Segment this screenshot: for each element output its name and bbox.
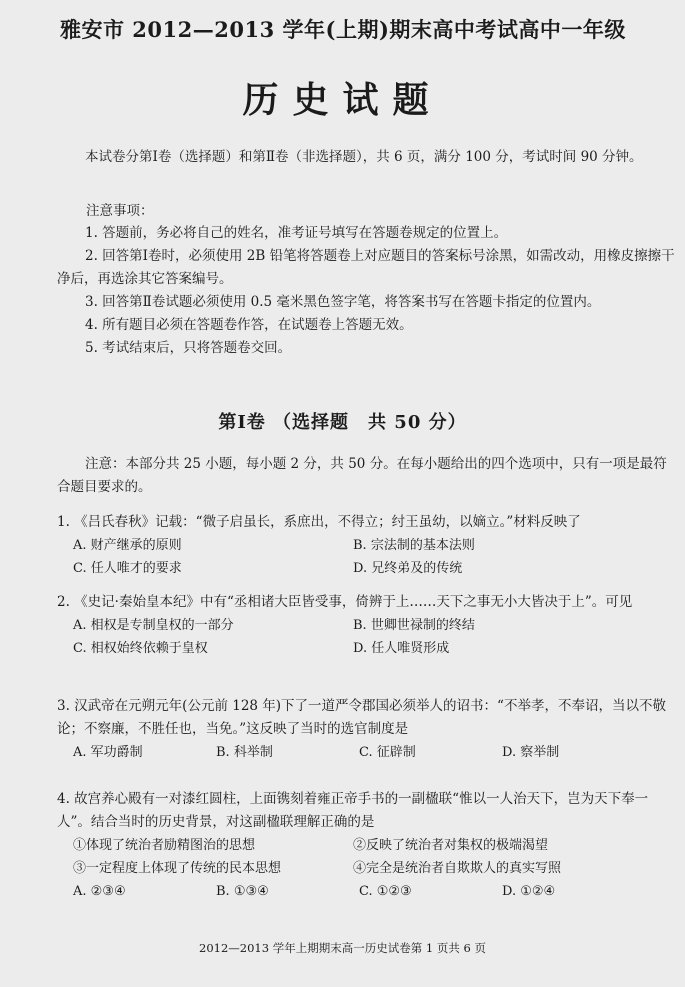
note-item: 5. 考试结束后，只将答题卷交回。 <box>85 340 292 356</box>
option-d: D. 任人唯贤形成 <box>353 641 450 656</box>
option-b: B. 世卿世禄制的终结 <box>353 618 475 633</box>
options <box>73 741 677 764</box>
statement-1: ①体现了统治者励精图治的思想 <box>73 838 256 853</box>
options <box>73 614 677 660</box>
statement-2: ②反映了统治者对集权的极端渴望 <box>353 838 549 853</box>
statement-3: ③一定程度上体现了传统的民本思想 <box>73 861 282 876</box>
option-a: A. 军功爵制 <box>73 745 143 760</box>
option-b: B. 宗法制的基本法则 <box>353 538 475 553</box>
exam-name: 雅安市 2012—2013 学年(上期)期末高中考试高中一年级 <box>60 17 626 42</box>
option-d: D. ①②④ <box>502 884 556 899</box>
option-c: C. 征辟制 <box>359 745 416 760</box>
section-heading: 第Ⅰ卷 （选择题 共 50 分） <box>218 412 467 433</box>
notes-title: 注意事项： <box>86 203 154 219</box>
note-item: 3. 回答第Ⅱ卷试题必须使用 0.5 毫米黑色签字笔，将答案书写在答题卡指定的位置内。 <box>85 294 601 310</box>
options <box>73 534 677 580</box>
option-a: A. 财产继承的原则 <box>73 538 182 553</box>
question-stem: 4. 故宫养心殿有一对漆红圆柱，上面镌刻着雍正帝手书的一副楹联“惟以一人治天下，岂为天下奉一人”。结合当时的历史背景，对这副楹联理解正确的是 <box>57 791 649 830</box>
option-c: C. 任人唯才的要求 <box>73 561 182 576</box>
note-item: 1. 答题前，务必将自己的姓名，准考证号填写在答题卷规定的位置上。 <box>85 225 508 241</box>
question-stem: 2. 《史记·秦始皇本纪》中有“丞相诸大臣皆受事，倚辨于上……天下之事无小大皆决于上”。可见 <box>57 594 633 610</box>
question-4 <box>57 788 677 903</box>
option-d: D. 兄终弟及的传统 <box>353 561 463 576</box>
note-item: 2. 回答第Ⅰ卷时，必须使用 2B 铅笔将答题卷上对应题目的答案标号涂黑，如需改动，用橡皮擦擦干净后，再选涂其它答案编号。 <box>57 248 675 287</box>
question-1 <box>57 511 677 580</box>
option-c: C. ①②③ <box>359 884 412 899</box>
statements <box>73 834 677 880</box>
notes-list <box>57 222 675 360</box>
question-stem: 1. 《吕氏春秋》记载：“微子启虽长，系庶出，不得立；纣王虽幼，以嫡立。”材料反映了 <box>57 514 581 530</box>
option-c: C. 相权始终依赖于皇权 <box>73 641 208 656</box>
option-a: A. ②③④ <box>73 884 126 899</box>
question-3 <box>57 695 677 764</box>
option-b: B. 科举制 <box>216 745 273 760</box>
option-d: D. 察举制 <box>502 745 560 760</box>
statement-4: ④完全是统治者自欺欺人的真实写照 <box>353 861 562 876</box>
option-b: B. ①③④ <box>216 884 269 899</box>
section-note: 注意：本部分共 25 小题，每小题 2 分，共 50 分。在每小题给出的四个选项中，只有一项是最符合题目要求的。 <box>57 456 667 495</box>
option-a: A. 相权是专制皇权的一部分 <box>73 618 234 633</box>
question-2 <box>57 591 677 660</box>
options <box>73 880 677 903</box>
question-stem: 3. 汉武帝在元朔元年(公元前 128 年)下了一道严令郡国必须举人的诏书：“不举孝，不奉诏，当以不敬论；不察廉，不胜任也，当免。”这反映了当时的选官制度是 <box>57 698 666 737</box>
intro-paragraph: 本试卷分第Ⅰ卷（选择题）和第Ⅱ卷（非选择题），共 6 页，满分 100 分，考试时间 90 分钟。 <box>85 149 643 165</box>
page-footer: 2012—2013 学年上期期末高一历史试卷第 1 页共 6 页 <box>199 941 486 955</box>
exam-title: 历史试题 <box>242 79 443 121</box>
note-item: 4. 所有题目必须在答题卷作答，在试题卷上答题无效。 <box>85 317 413 333</box>
